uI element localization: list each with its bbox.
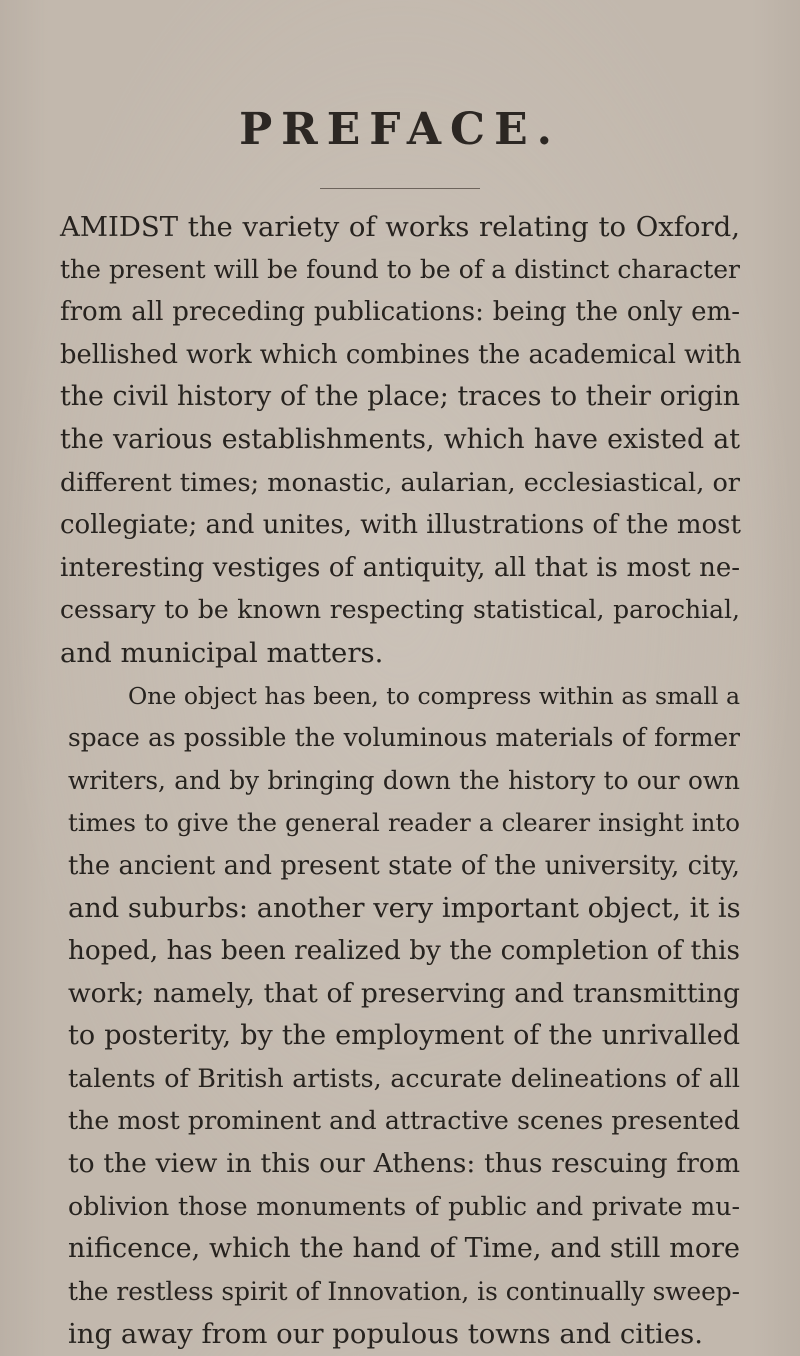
text-line: times to give the general reader a clearer insight into: [68, 808, 740, 838]
text-line: One object has been, to compress within as small a: [128, 681, 740, 710]
text-line: oblivion those monuments of public and private mu-: [68, 1191, 740, 1221]
text-line: nificence, which the hand of Time, and still more: [68, 1233, 740, 1265]
preface-body: [60, 206, 740, 1356]
text-line: AMIDST the variety of works relating to Oxford,: [60, 211, 740, 243]
text-line: work; namely, that of preserving and transmitting: [68, 977, 740, 1009]
text-line: writers, and by bringing down the history to our own: [68, 765, 740, 795]
text-line: the various establishments, which have existed at: [60, 423, 740, 455]
text-line: hoped, has been realized by the completion of this: [68, 936, 740, 967]
text-line: bellished work which combines the academical with: [60, 339, 742, 370]
text-line: talents of British artists, accurate delineations of all: [68, 1063, 740, 1093]
text-line: to the view in this our Athens: thus rescuing from: [68, 1148, 740, 1180]
title-rule: [320, 188, 480, 189]
text-line: the restless spirit of Innovation, is continually sweep-: [68, 1276, 740, 1306]
text-line: the present will be found to be of a distinct character: [60, 254, 740, 284]
text-line: ing away from our populous towns and cities.: [68, 1318, 704, 1351]
text-line: the most prominent and attractive scenes presented: [68, 1106, 740, 1136]
text-line: the civil history of the place; traces to their origin: [60, 381, 740, 413]
text-line: and suburbs: another very important object, it is: [68, 892, 741, 924]
page-title: PREFACE.: [239, 104, 561, 155]
text-line: and municipal matters.: [60, 636, 384, 669]
paragraph-2: [60, 675, 740, 1356]
text-line: interesting vestiges of antiquity, all that is most ne-: [60, 552, 740, 583]
text-line: from all preceding publications: being the only em-: [60, 297, 740, 328]
text-line: different times; monastic, aularian, ecclesiastical, or: [60, 467, 740, 498]
text-line: to posterity, by the employment of the unrivalled: [68, 1020, 740, 1052]
text-line: the ancient and present state of the university, city,: [68, 850, 740, 881]
text-line: cessary to be known respecting statistical, parochial,: [60, 595, 740, 625]
paragraph-1: [60, 206, 740, 675]
text-line: collegiate; and unites, with illustrations of the most: [60, 510, 741, 541]
text-line: space as possible the voluminous materials of former: [68, 723, 740, 753]
